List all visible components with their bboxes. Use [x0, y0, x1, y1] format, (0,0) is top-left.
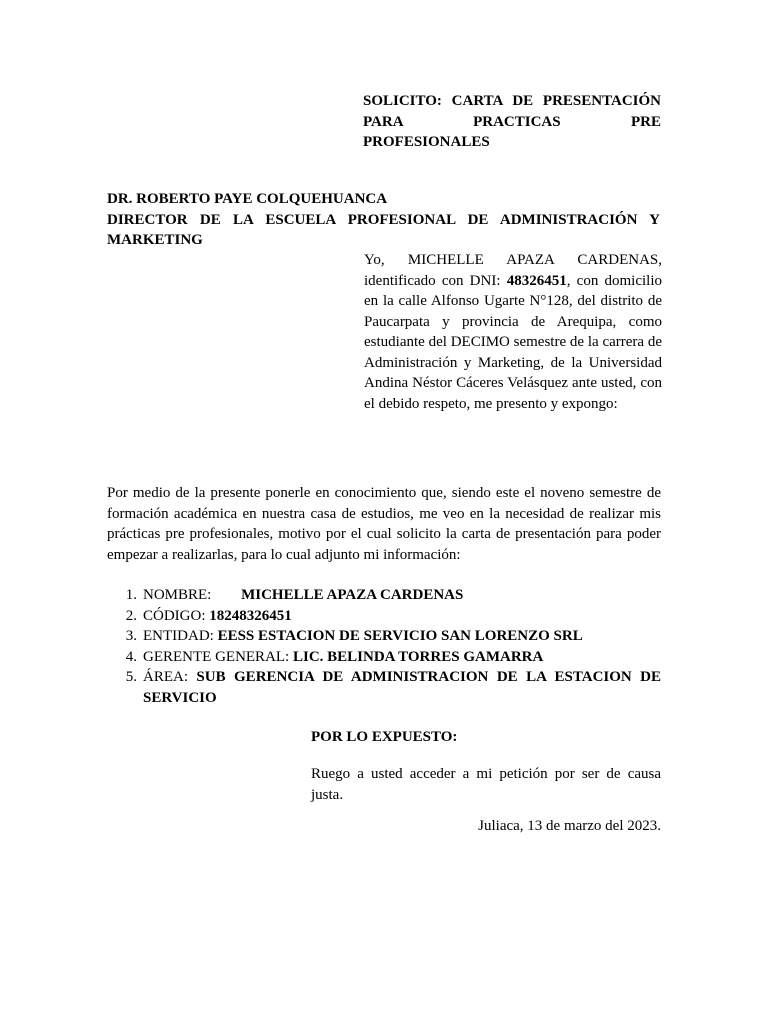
intro-text-1: Yo, MICHELLE APAZA CARDENAS, identificado con DNI:: [364, 252, 662, 289]
list-item-value: MICHELLE APAZA CARDENAS: [241, 587, 464, 603]
date-line: Juliaca, 13 de marzo del 2023.: [478, 818, 661, 834]
info-list: [107, 585, 661, 708]
closing-text: Ruego a usted acceder a mi petición por ser de causa justa.: [311, 766, 661, 803]
recipient-block: [107, 189, 660, 251]
subject-block: [363, 91, 661, 153]
list-item-value: SUB GERENCIA DE ADMINISTRACION DE LA ESTACION DE SERVICIO: [143, 669, 661, 706]
list-item-value: LIC. BELINDA TORRES GAMARRA: [292, 648, 544, 665]
intro-text-2: , con domicilio en la calle Alfonso Ugarte N°128, del distrito de Paucarpata y provincia de Arequipa, como estudiante del DECIMO semestre de la carrera de Administración y Marketing, de la Universidad Andina Néstor Cáceres Velásquez ante usted, con el debido respeto, me presento y expongo:: [364, 272, 663, 412]
list-item: [107, 606, 661, 627]
subject-line-1: SOLICITO: CARTA DE PRESENTACIÓN PARA PRACTICAS PRE: [363, 93, 661, 130]
list-item-label: GERENTE GENERAL:: [143, 648, 293, 665]
list-item-label: NOMBRE:: [143, 587, 216, 603]
recipient-title: DIRECTOR DE LA ESCUELA PROFESIONAL DE ADMINISTRACIÓN Y MARKETING: [107, 211, 660, 248]
subject-line-2: PROFESIONALES: [363, 134, 490, 150]
list-item-label: ENTIDAD:: [143, 628, 218, 644]
list-item-number: 3.: [125, 628, 137, 644]
list-item: [107, 647, 661, 668]
list-item: [107, 585, 661, 606]
recipient-name: DR. ROBERTO PAYE COLQUEHUANCA: [107, 191, 388, 207]
list-item-value: 18248326451: [209, 607, 292, 624]
list-item-label: ÁREA:: [143, 669, 197, 685]
closing-heading: POR LO EXPUESTO:: [311, 729, 458, 745]
list-item-number: 2.: [125, 607, 137, 624]
list-item-value: EESS ESTACION DE SERVICIO SAN LORENZO SRL: [217, 628, 583, 644]
list-item-number: 4.: [125, 648, 137, 665]
body-paragraph: Por medio de la presente ponerle en conocimiento que, siendo este el noveno semestre de formación académica en nuestra casa de estudios, me veo en la necesidad de realizar mis prácticas pre profesionales, motivo por el cual solicito la carta de presentación para poder empezar a realizarlas, para lo cual adjunto mi información:: [107, 485, 661, 563]
list-item: [107, 626, 661, 647]
list-item: [107, 667, 661, 708]
list-item-number: 5.: [125, 669, 137, 685]
list-item-label: CÓDIGO:: [143, 607, 210, 624]
intro-paragraph: [364, 250, 662, 414]
list-item-number: 1.: [125, 587, 137, 603]
dni-value: 48326451: [506, 272, 567, 289]
